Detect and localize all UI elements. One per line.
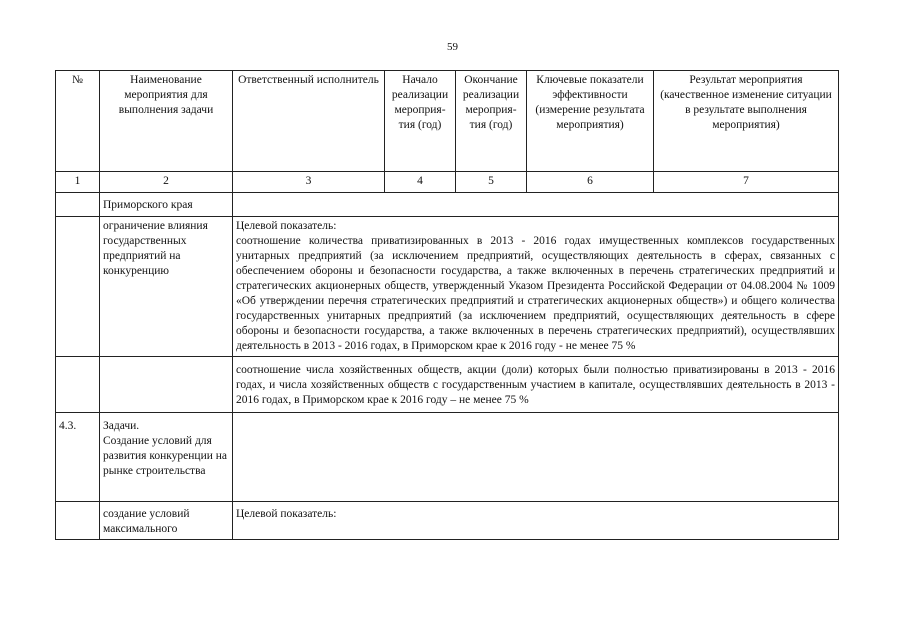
header-kpi: Ключевые показатели эффективности (измерение результата мероприятия) bbox=[527, 71, 654, 172]
row-number-cell: 4.3. bbox=[56, 413, 100, 502]
header-row bbox=[56, 71, 839, 172]
measure-name-cell: ограничение влияния государственных предприятий на конкуренцию bbox=[100, 217, 233, 357]
description-cell: соотношение числа хозяйственных обществ, акции (доли) которых были полностью приватизированы в 2013 - 2016 годах, и числа хозяйственных обществ с государственным участием в капитале, осуществлявших деятельность в 2013 - 2016 годах, в Приморском крае к 2016 году – не менее 75 % bbox=[233, 357, 839, 413]
description-cell bbox=[233, 193, 839, 217]
description-cell bbox=[233, 413, 839, 502]
row-number-cell bbox=[56, 217, 100, 357]
measure-name-cell: создание условий максимального bbox=[100, 502, 233, 540]
page-number: 59 bbox=[447, 41, 458, 53]
row-number-cell bbox=[56, 357, 100, 413]
target-indicator-label: Целевой показатель: bbox=[236, 220, 337, 232]
column-number: 3 bbox=[233, 172, 385, 193]
measures-table bbox=[55, 70, 839, 540]
row-number-cell bbox=[56, 193, 100, 217]
task-cell bbox=[100, 413, 233, 502]
column-number: 7 bbox=[654, 172, 839, 193]
table-row bbox=[56, 217, 839, 357]
description-cell: Целевой показатель: bbox=[233, 502, 839, 540]
header-end-year: Окончание реализации мероприя- тия (год) bbox=[456, 71, 527, 172]
column-number-row bbox=[56, 172, 839, 193]
table-row bbox=[56, 193, 839, 217]
target-indicator-text: соотношение количества приватизированных в 2013 - 2016 годах имущественных комплексов государственных унитарных предприятий (за исключением предприятий, осуществляющих деятельность в сферах, связанных с обеспечением обороны и безопасности государства, а также включенных в перечень стратегических предприятий и стратегических акционерных обществ, утвержденный Указом Президента Российской Федерации от 04.08.2004 № 1009 «Об утверждении перечня стратегических предприятий и стратегических акционерных обществ») и общего количества государственных унитарных предприятий (за исключением предприятий, осуществляющих деятельность в сфере обороны и безопасности государства, а также включенных в перечень стратегических предприятий), осуществлявших деятельность в 2013 - 2016 годах, в Приморском крае к 2016 году - не менее 75 % bbox=[236, 235, 835, 352]
header-start-year: Начало реализации мероприя- тия (год) bbox=[385, 71, 456, 172]
column-number: 1 bbox=[56, 172, 100, 193]
header-responsible: Ответственный исполнитель bbox=[233, 71, 385, 172]
column-number: 2 bbox=[100, 172, 233, 193]
column-number: 5 bbox=[456, 172, 527, 193]
measure-name-cell bbox=[100, 357, 233, 413]
task-text: Создание условий для развития конкуренции на рынке строительства bbox=[103, 435, 228, 477]
column-number: 6 bbox=[527, 172, 654, 193]
header-result: Результат мероприятия (качественное изменение ситуации в результате выполнения мероприятия) bbox=[654, 71, 839, 172]
table-row bbox=[56, 357, 839, 413]
row-number-cell bbox=[56, 502, 100, 540]
description-cell bbox=[233, 217, 839, 357]
table-row bbox=[56, 413, 839, 502]
header-number: № bbox=[56, 71, 100, 172]
header-measure-name: Наименование мероприятия для выполнения задачи bbox=[100, 71, 233, 172]
table-row bbox=[56, 502, 839, 540]
task-label: Задачи. bbox=[103, 420, 140, 432]
measure-name-cell: Приморского края bbox=[100, 193, 233, 217]
column-number: 4 bbox=[385, 172, 456, 193]
